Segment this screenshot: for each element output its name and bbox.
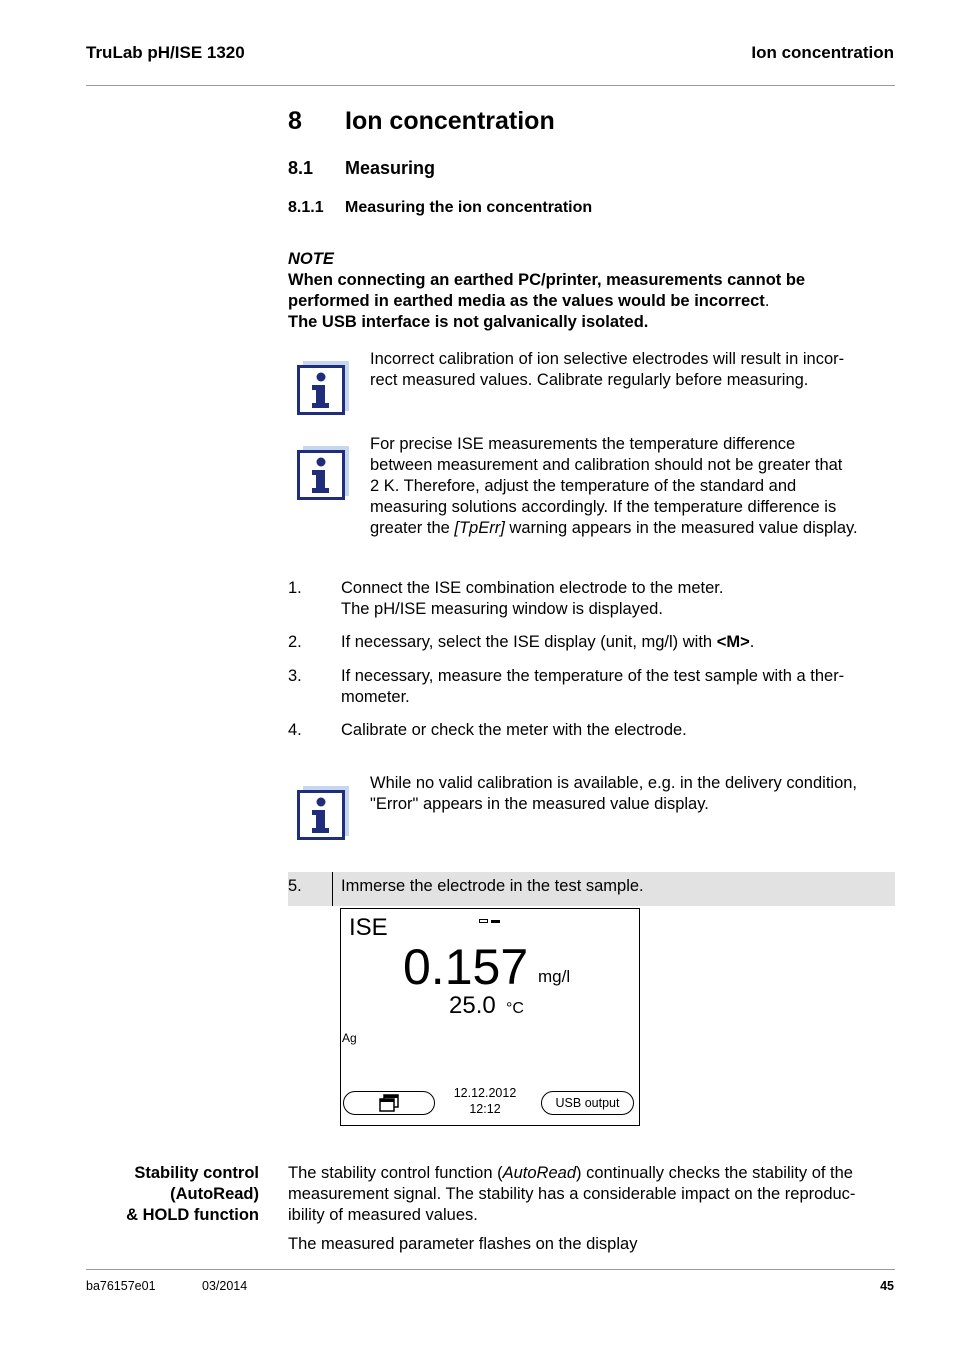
section-number: 8 (288, 107, 302, 135)
info-text-2: For precise ISE measurements the temperature difference between measurement and calibration should not be greater that 2 K. Therefore, adjust the temperature of the standard and measuring solutions accordingly. If the temperature difference is greater the [TpErr] warning appears in the measured value display. (370, 435, 858, 537)
meter-display (340, 908, 640, 1126)
step-text: If necessary, measure the temperature of the test sample with a ther- mometer. (341, 667, 845, 706)
info-text-1: Incorrect calibration of ion selective electrodes will result in incor- rect measured values. Calibrate regularly before measuring. (370, 350, 845, 389)
date-time (451, 1085, 519, 1117)
display-mode: ISE (349, 914, 388, 941)
subsubsection-title: Measuring the ion concentration (345, 199, 593, 216)
note-line-2: performed in earthed media as the values would be incorrect. (288, 292, 770, 310)
paragraph-autoread: The stability control function (AutoRead) continually checks the stability of the measurement signal. The stability has a considerable impact on the reproduc- ibility of measured values. (288, 1164, 856, 1224)
paragraph-flashes: The measured parameter flashes on the display (288, 1235, 638, 1253)
note-title: NOTE (288, 250, 334, 268)
windows-icon (378, 1094, 400, 1112)
footer-doc-id: ba76157e01 (86, 1279, 156, 1293)
info-icon (297, 359, 349, 415)
footer-date: 03/2014 (202, 1279, 248, 1293)
stability-indicator-icon (479, 919, 488, 923)
sidebar-heading: Stability control (AutoRead) & HOLD function (126, 1164, 259, 1224)
note-line-1: When connecting an earthed PC/printer, measurements cannot be (288, 271, 806, 289)
subsection-number: 8.1 (288, 158, 314, 178)
info-text-3: While no valid calibration is available, e.g. in the delivery condition, "Error" appears in the measured value display. (370, 774, 858, 813)
step-number: 1. (288, 579, 302, 597)
display-date: 12.12.2012 (453, 1086, 517, 1100)
subsubsection-number: 8.1.1 (288, 199, 324, 216)
step-number: 3. (288, 667, 302, 685)
temperature-unit: °C (506, 1000, 524, 1017)
section-title: Ion concentration (345, 107, 555, 135)
measured-value: 0.157 (403, 939, 529, 995)
step-number: 4. (288, 721, 302, 739)
step-number: 2. (288, 633, 302, 651)
note-block (288, 249, 888, 333)
header-rule (86, 85, 895, 86)
step-text: Calibrate or check the meter with the electrode. (341, 721, 687, 739)
header-title: TruLab pH/ISE 1320 (86, 43, 245, 62)
step-number: 5. (288, 877, 302, 895)
header-section: Ion concentration (751, 43, 894, 62)
display-time: 12:12 (469, 1102, 501, 1116)
page-number: 45 (880, 1279, 894, 1293)
info-icon (297, 784, 349, 840)
info-icon (297, 444, 349, 500)
stability-bar-icon (491, 920, 500, 923)
note-line-3: The USB interface is not galvanically isolated. (288, 313, 649, 331)
step-text: If necessary, select the ISE display (unit, mg/l) with <M>. (341, 633, 755, 651)
display-menu-button[interactable] (343, 1091, 435, 1115)
electrode-label: Ag (342, 1031, 357, 1045)
step-divider (332, 872, 333, 906)
step-text: Connect the ISE combination electrode to the meter. The pH/ISE measuring window is displayed. (341, 579, 724, 618)
step-text: Immerse the electrode in the test sample. (341, 877, 644, 895)
usb-output-button[interactable]: USB output (541, 1091, 634, 1115)
value-unit: mg/l (538, 967, 571, 986)
subsection-title: Measuring (345, 158, 436, 178)
footer-rule (86, 1269, 895, 1270)
temperature-value: 25.0 (449, 992, 496, 1019)
